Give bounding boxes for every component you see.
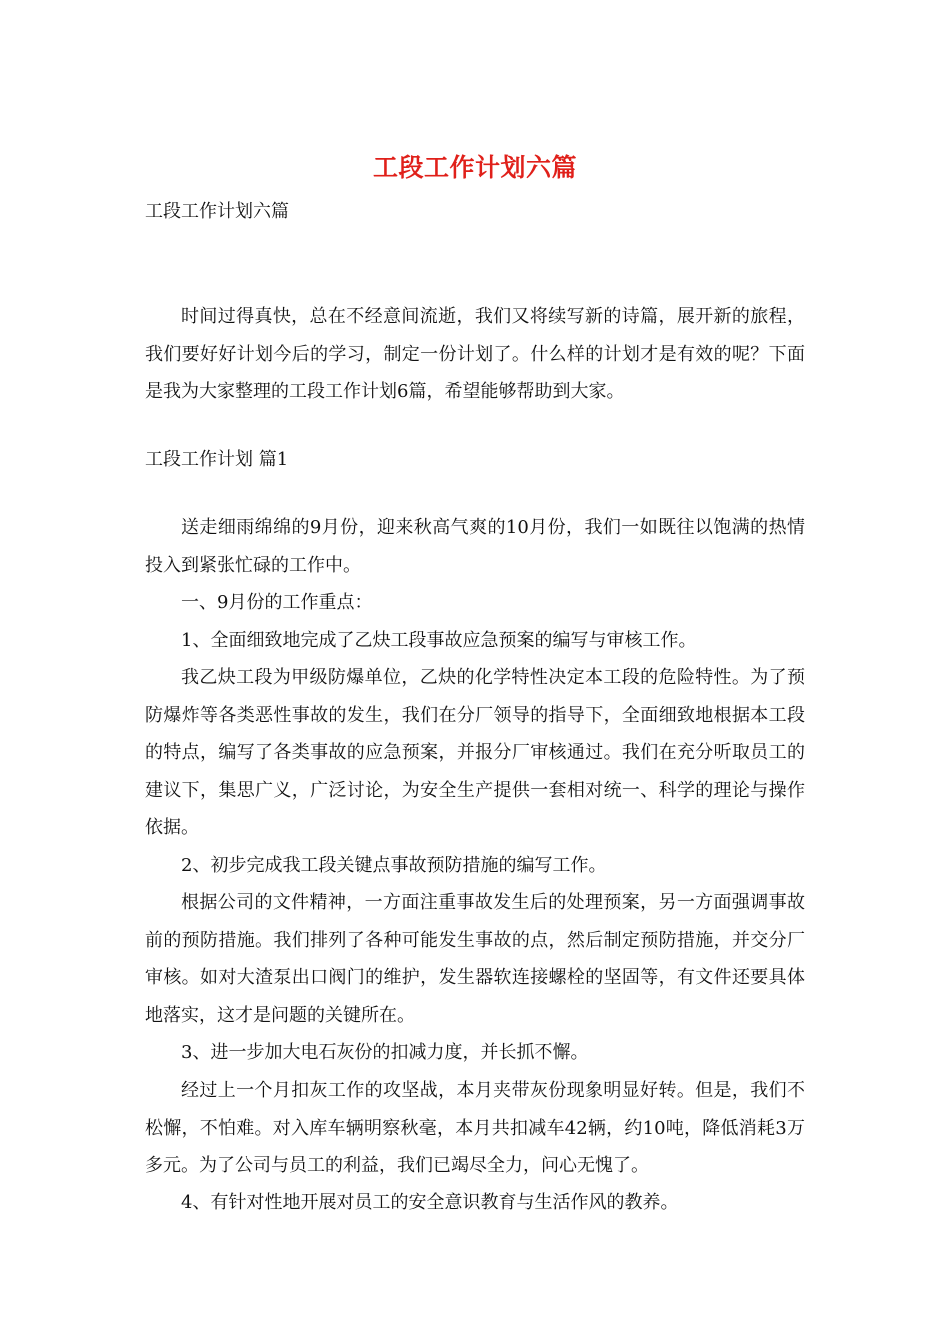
body-paragraph: 3、进一步加大电石灰份的扣减力度，并长抓不懈。 — [181, 1042, 589, 1063]
intro-paragraph: 时间过得真快，总在不经意间流逝，我们又将续写新的诗篇，展开新的旅程，我们要好好计划今后的学习，制定一份计划了。什么样的计划才是有效的呢？下面是我为大家整理的工段工作计划6篇，希望能够帮助到大家。 — [145, 306, 805, 402]
body-paragraph: 2、初步完成我工段关键点事故预防措施的编写工作。 — [181, 855, 607, 876]
body-paragraph: 经过上一个月扣灰工作的攻坚战，本月夹带灰份现象明显好转。但是，我们不松懈，不怕难。对入库车辆明察秋毫，本月共扣减车42辆，约10吨，降低消耗3万多元。为了公司与员工的利益，我们已竭尽全力，问心无愧了。 — [145, 1080, 805, 1176]
document-subtitle: 工段工作计划六篇 — [145, 201, 289, 222]
body-paragraph: 1、全面细致地完成了乙炔工段事故应急预案的编写与审核工作。 — [181, 630, 697, 651]
document-title: 工段工作计划六篇 — [372, 153, 577, 182]
body-paragraph: 送走细雨绵绵的9月份，迎来秋高气爽的10月份，我们一如既往以饱满的热情投入到紧张忙碌的工作中。 — [145, 517, 805, 576]
section-heading: 工段工作计划 篇1 — [145, 449, 289, 470]
body-paragraph: 我乙炔工段为甲级防爆单位，乙炔的化学特性决定本工段的危险特性。为了预防爆炸等各类恶性事故的发生，我们在分厂领导的指导下，全面细致地根据本工段的特点，编写了各类事故的应急预案，并报分厂审核通过。我们在充分听取员工的建议下，集思广义，广泛讨论，为安全生产提供一套相对统一、科学的理论与操作依据。 — [145, 667, 805, 838]
body-paragraph: 一、9月份的工作重点： — [181, 592, 373, 613]
body-paragraph: 根据公司的文件精神，一方面注重事故发生后的处理预案，另一方面强调事故前的预防措施。我们排列了各种可能发生事故的点，然后制定预防措施，并交分厂审核。如对大渣泵出口阀门的维护，发生器软连接螺栓的坚固等，有文件还要具体地落实，这才是问题的关键所在。 — [145, 892, 805, 1026]
body-paragraph: 4、有针对性地开展对员工的安全意识教育与生活作风的教养。 — [181, 1192, 679, 1213]
